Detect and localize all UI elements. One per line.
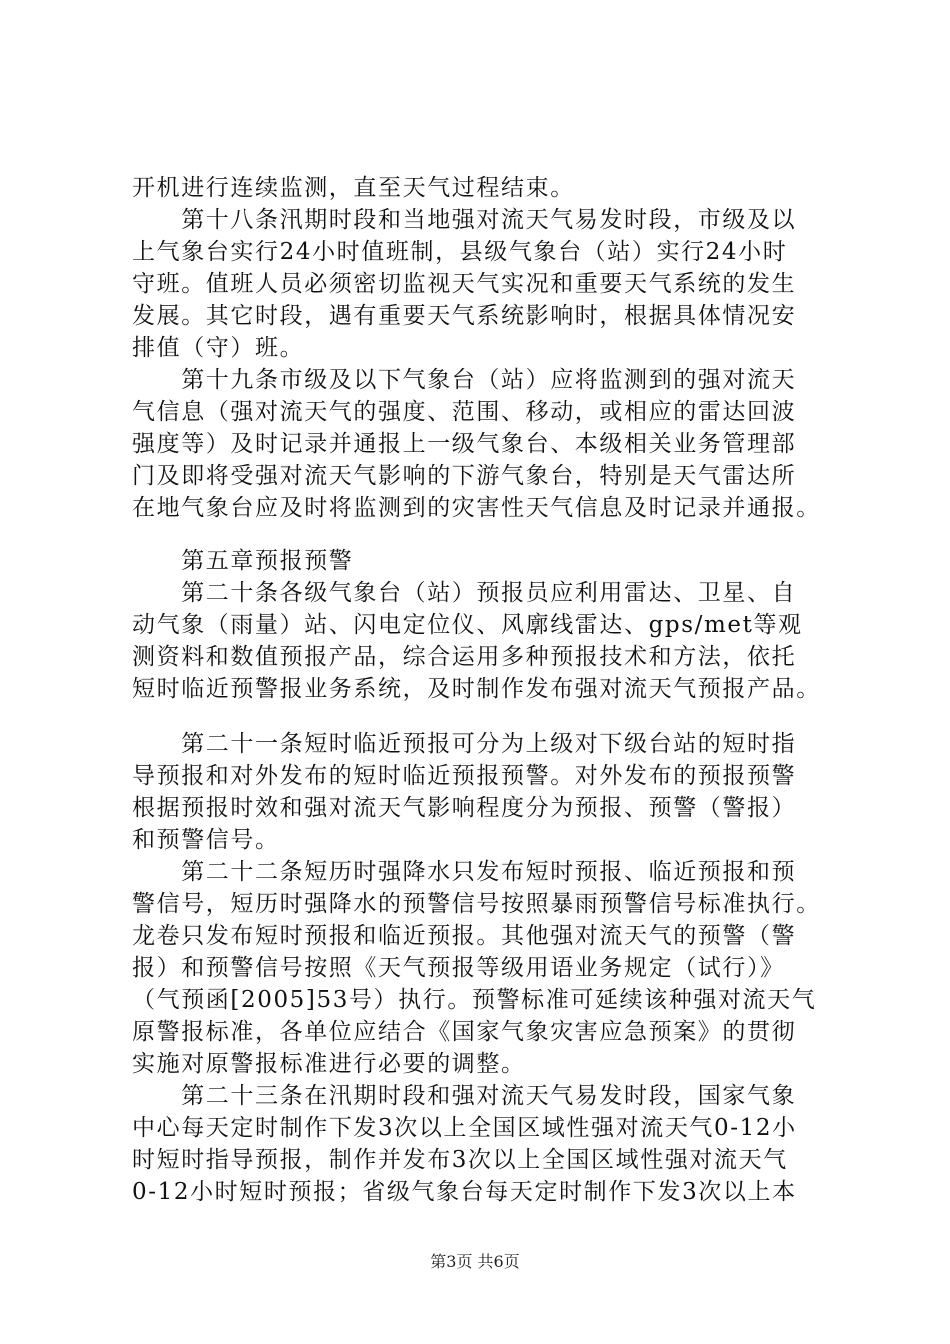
text-line: 和预警信号。 [132,827,280,853]
chapter-heading: 第五章预报预警 [132,548,354,574]
text-line: 守班。值班人员必须密切监视天气实况和重要天气系统的发生 [132,271,797,297]
text-line: 第二十二条短历时强降水只发布短时预报、临近预报和预 [132,859,797,885]
page-footer: 第3页 共6页 [430,1252,520,1271]
text-line: 气信息（强对流天气的强度、范围、移动，或相应的雷达回波 [132,399,797,425]
text-line: 实施对原警报标准进行必要的调整。 [132,1051,526,1077]
text-line: 导预报和对外发布的短时临近预报预警。对外发布的预报预警 [132,763,797,789]
text-line: 在地气象台应及时将监测到的灾害性天气信息及时记录并通报。 [132,495,821,521]
text-line: 根据预报时效和强对流天气影响程度分为预报、预警（警报） [132,795,797,821]
text-line: 第二十一条短时临近预报可分为上级对下级台站的短时指 [132,731,797,757]
text-line: 中心每天定时制作下发3次以上全国区域性强对流天气0-12小 [132,1115,797,1141]
text-line: 开机进行连续监测，直至天气过程结束。 [132,175,575,201]
text-line: 动气象（雨量）站、闪电定位仪、风廓线雷达、gps/met等观 [132,612,803,638]
text-line: 测资料和数值预报产品，综合运用多种预报技术和方法，依托 [132,644,797,670]
text-line: 短时临近预警报业务系统，及时制作发布强对流天气预报产品。 [132,676,821,702]
text-line: 强度等）及时记录并通报上一级气象台、本级相关业务管理部 [132,431,797,457]
text-line: 排值（守）班。 [132,335,305,361]
text-line: 第十八条汛期时段和当地强对流天气易发时段，市级及以 [132,207,797,233]
text-line: 原警报标准，各单位应结合《国家气象灾害应急预案》的贯彻 [132,1019,797,1045]
text-line: 时短时指导预报，制作并发布3次以上全国区域性强对流天气 [132,1147,788,1173]
text-line: 发展。其它时段，遇有重要天气系统影响时，根据具体情况安 [132,303,797,329]
text-line: （气预函[2005]53号）执行。预警标准可延续该种强对流天气 [132,987,817,1013]
text-line: 报）和预警信号按照《天气预报等级用语业务规定（试行）》 [132,955,785,981]
text-line: 上气象台实行24小时值班制，县级气象台（站）实行24小时 [132,239,788,265]
text-line: 0-12小时短时预报；省级气象台每天定时制作下发3次以上本 [132,1179,797,1205]
text-line: 第二十条各级气象台（站）预报员应利用雷达、卫星、自 [132,580,797,606]
text-line: 警信号，短历时强降水的预警信号按照暴雨预警信号标准执行。 [132,891,821,917]
text-line: 第二十三条在汛期时段和强对流天气易发时段，国家气象 [132,1083,797,1109]
text-line: 龙卷只发布短时预报和临近预报。其他强对流天气的预警（警 [132,923,797,949]
text-line: 门及即将受强对流天气影响的下游气象台，特别是天气雷达所 [132,463,797,489]
text-line: 第十九条市级及以下气象台（站）应将监测到的强对流天 [132,367,797,393]
